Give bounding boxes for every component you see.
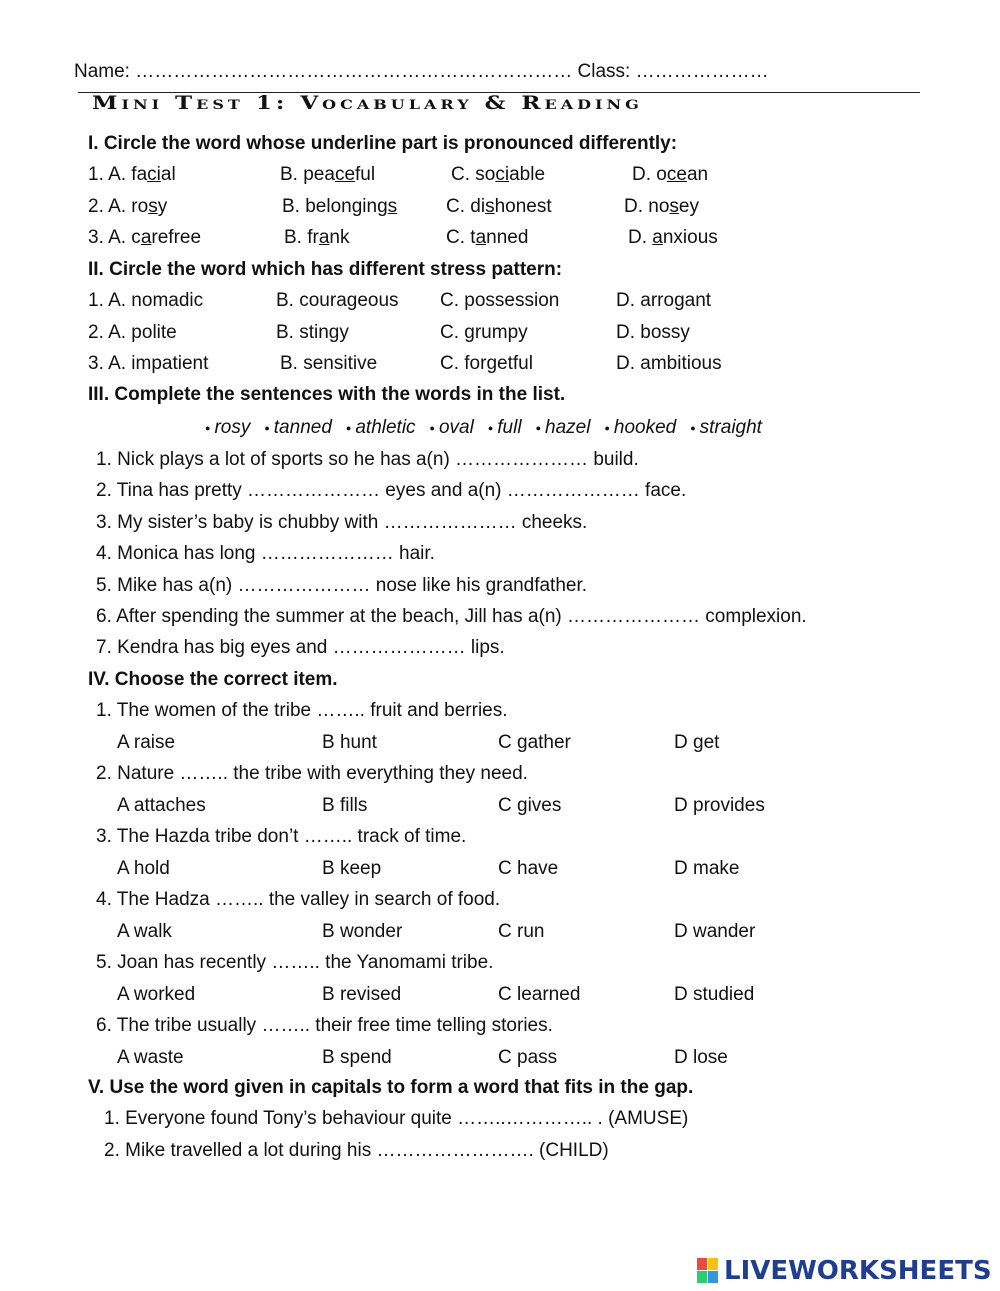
pronunciation-option [88,226,201,250]
stress-option: 3. A. impatient [88,353,209,374]
section5-heading: V. Use the word given in capitals to form a word that fits in the gap. [88,1077,694,1098]
logo-icon [697,1258,719,1284]
sentence-item: 5. Mike has a(n) ………………… nose like his grandfather. [96,574,588,596]
stress-option: C. grumpy [440,321,528,343]
word-formation-item: 1. Everyone found Tony’s behaviour quite ……..………….. . (AMUSE) [104,1108,689,1129]
pronunciation-option [88,195,167,219]
word-list-item: tanned [273,417,332,439]
answer-option: D wander [674,920,756,942]
pronunciation-option [446,226,528,250]
word-list-item: athletic [355,417,416,439]
word-list-item: hooked [613,417,677,439]
word-list-item: full [497,417,522,439]
option-text: honest [494,195,552,217]
option-text: B. belonging [282,195,388,217]
answer-option: A attaches [117,794,206,816]
option-text: nxious [662,227,718,248]
question-stem: 5. Joan has recently …….. the Yanomami tribe. [96,952,494,973]
pronunciation-option [446,195,552,219]
question-stem: 6. The tribe usually …….. their free time telling stories. [96,1015,553,1036]
answer-option: A hold [117,857,170,879]
question-stem: 2. Nature …….. the tribe with everything they need. [96,763,528,784]
option-text: C. di [446,195,486,217]
pronunciation-option [280,163,375,187]
option-text: 2. A. ro [88,195,149,217]
bullet-icon: ● [604,423,610,433]
pronunciation-option [88,163,176,187]
word-list-item: straight [699,417,762,439]
underlined-part: s [669,195,679,217]
sentence-item: 4. Monica has long ………………… hair. [96,543,435,565]
option-text: able [509,164,546,185]
stress-option: C. possession [440,290,560,311]
question-stem: 1. The women of the tribe …….. fruit and berries. [96,700,508,721]
bullet-icon: ● [205,423,211,433]
underlined-part: a [318,227,330,248]
option-text: nk [329,227,350,248]
bullet-icon: ● [429,423,435,433]
stress-option: D. bossy [616,321,690,343]
answer-option: D lose [674,1046,728,1068]
underlined-part: s [387,195,398,217]
underlined-part: ci [147,164,161,185]
option-text: C. t [446,227,476,248]
underlined-part: s [148,195,158,217]
word-formation-item: 2. Mike travelled a lot during his ……………………. (CHILD) [104,1139,609,1161]
answer-option: B spend [322,1046,392,1068]
option-text: 1. A. fa [88,164,148,185]
pronunciation-option [628,226,718,250]
answer-option: A waste [117,1046,184,1068]
word-list [205,416,776,440]
section4-heading: IV. Choose the correct item. [88,669,338,690]
underlined-part: ce [666,164,687,185]
answer-option: A worked [117,983,196,1005]
option-text: 3. A. c [88,227,141,248]
option-text: ey [678,195,699,217]
page-title: Mini Test 1: Vocabulary & Reading [92,92,643,115]
answer-option: B hunt [322,731,377,753]
sentence-item: 6. After spending the summer at the beach, Jill has a(n) ………………… complexion. [96,606,807,627]
name-class-line: Name: …………………………………………………………… Class: ………………… [74,61,769,82]
answer-option: C have [498,857,559,879]
bullet-icon: ● [487,423,494,433]
answer-option: C gather [498,731,571,753]
section2-heading: II. Circle the word which has different stress pattern: [88,259,563,280]
underlined-part: a [475,227,487,248]
option-text: nned [486,227,529,248]
stress-option: 1. A. nomadic [88,290,204,311]
word-list-item: oval [438,417,474,439]
answer-option: C run [498,920,545,942]
stress-option: B. stingy [276,321,349,343]
answer-option: B fills [322,794,368,816]
sentence-item: 7. Kendra has big eyes and ………………… lips. [96,637,505,659]
bullet-icon: ● [345,423,352,433]
answer-option: D studied [674,983,755,1005]
answer-option: D make [674,857,740,879]
pronunciation-option [451,163,545,187]
sentence-item: 1. Nick plays a lot of sports so he has a(n) ………………… build. [96,449,639,470]
answer-option: B keep [322,857,382,879]
answer-option: C gives [498,794,562,816]
bullet-icon: ● [264,423,270,433]
answer-option: B revised [322,983,402,1005]
stress-option: C. forgetful [440,353,533,374]
option-text: D. no [624,195,670,217]
underlined-part: a [140,227,152,248]
pronunciation-option [632,163,708,187]
answer-option: B wonder [322,920,403,942]
question-stem: 3. The Hazda tribe don’t …….. track of time. [96,826,467,847]
underlined-part: ci [495,164,510,185]
bullet-icon: ● [690,423,696,433]
stress-option: D. ambitious [616,353,722,374]
stress-option: B. sensitive [280,353,378,374]
option-text: B. pea [280,164,335,185]
bullet-icon: ● [535,423,542,433]
answer-option: C pass [498,1046,558,1068]
underlined-part: ce [334,164,356,185]
section3-heading: III. Complete the sentences with the words in the list. [88,384,566,405]
pronunciation-option [624,195,699,219]
option-text: an [686,164,709,185]
sentence-item: 2. Tina has pretty ………………… eyes and a(n) ………………… face. [96,480,687,502]
answer-option: C learned [498,983,581,1005]
option-text: D. [628,227,653,248]
stress-option: 2. A. polite [88,321,177,343]
option-text: al [160,164,176,185]
word-list-item: hazel [545,417,591,439]
option-text: ful [355,164,376,185]
answer-option: A walk [117,920,172,942]
stress-option: D. arrogant [616,290,712,311]
pronunciation-option [282,195,397,219]
answer-option: A raise [117,731,176,753]
section1-heading: I. Circle the word whose underline part is pronounced differently: [88,133,678,154]
option-text: y [157,195,168,217]
sentence-item: 3. My sister’s baby is chubby with ………………… cheeks. [96,511,588,533]
option-text: C. so [451,164,496,185]
option-text: D. o [632,164,667,185]
underlined-part: a [652,227,663,248]
pronunciation-option [284,226,350,250]
liveworksheets-logo: LIVEWORKSHEETS [724,1256,992,1286]
option-text: B. fr [284,227,319,248]
question-stem: 4. The Hadza …….. the valley in search of food. [96,889,501,910]
stress-option: B. courageous [276,290,399,311]
answer-option: D provides [674,794,765,816]
underlined-part: s [485,195,495,217]
word-list-item: rosy [214,417,251,439]
answer-option: D get [674,731,720,753]
option-text: refree [151,227,202,248]
